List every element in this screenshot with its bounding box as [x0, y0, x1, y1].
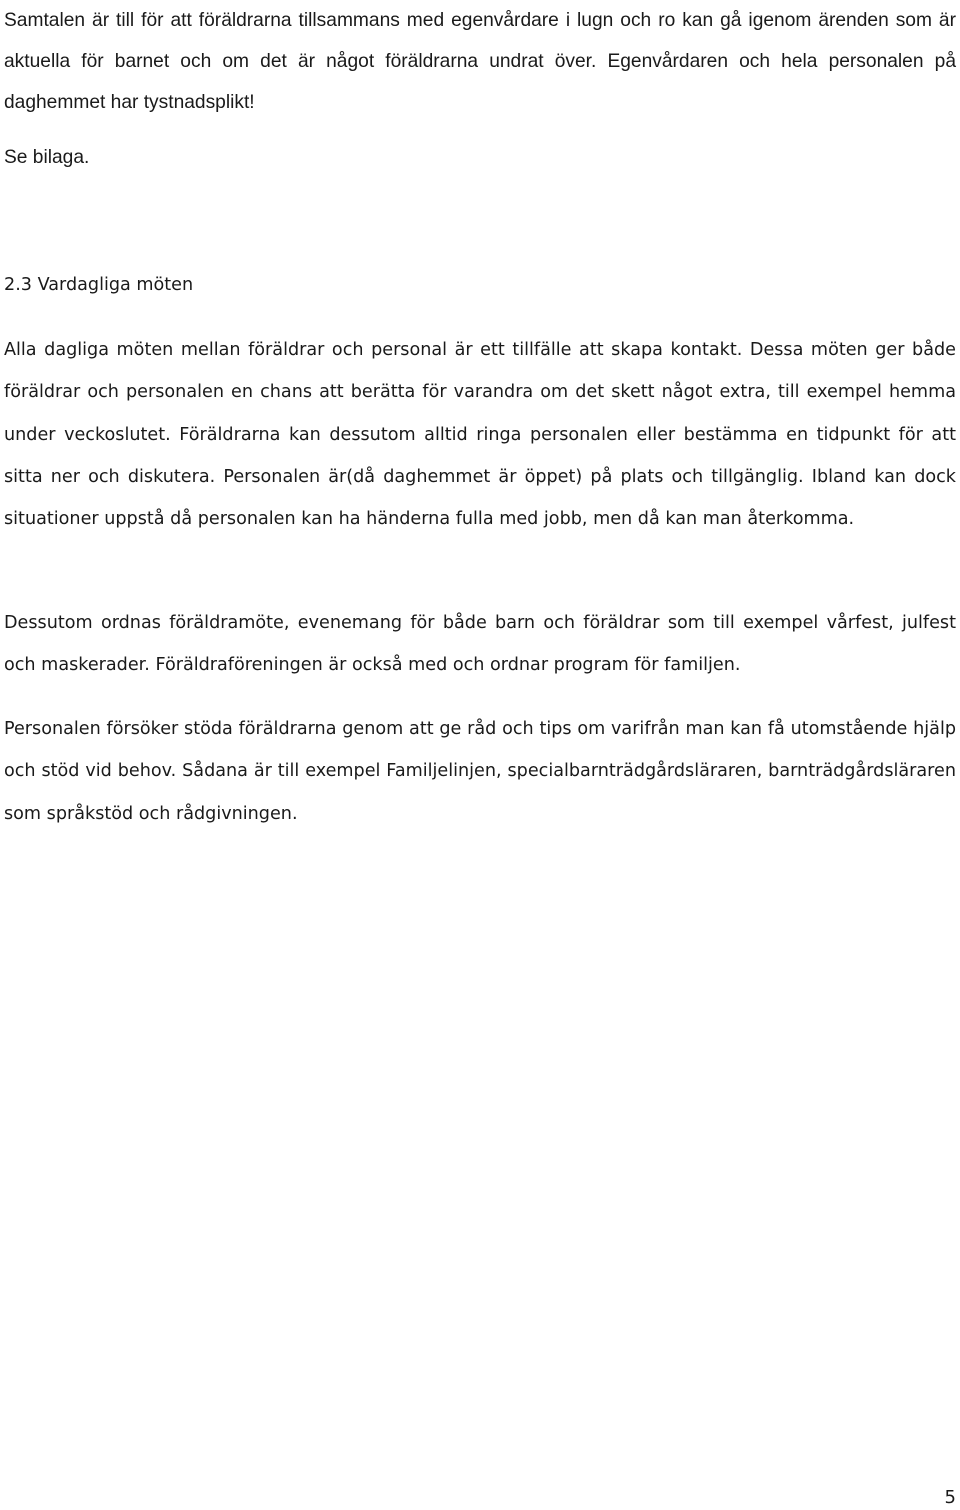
- intro-paragraph: Samtalen är till för att föräldrarna tillsammans med egenvårdare i lugn och ro kan gå igenom ärenden som är aktuella för barnet och om det är något föräldrarna undrat över. Egenvårdaren och hela personalen på daghemmet har tystnadsplikt!: [4, 10, 956, 113]
- section-heading: 2.3 Vardagliga möten: [4, 275, 194, 295]
- see-attachment-note: Se bilaga.: [4, 147, 90, 168]
- body-paragraph-daily-meetings: Alla dagliga möten mellan föräldrar och personal är ett tillfälle att skapa kontakt. Dessa möten ger både föräldrar och personalen en chans att berätta för varandra om det skett något extra, till exempel hemma under veckoslutet. Föräldrarna kan dessutom alltid ringa personalen eller bestämma en tidpunkt för att sitta ner och diskutera. Personalen är(då daghemmet är öppet) på plats och tillgänglig. Ibland kan dock situationer uppstå då personalen kan ha händerna fulla med jobb, men då kan man återkomma.: [4, 340, 956, 530]
- body-paragraph-support: Personalen försöker stöda föräldrarna genom att ge råd och tips om varifrån man kan få utomstående hjälp och stöd vid behov. Sådana är till exempel Familjelinjen, specialbarnträdgårdsläraren, barnträdgårdsläraren som språkstöd och rådgivningen.: [4, 719, 956, 824]
- body-paragraph-events: Dessutom ordnas föräldramöte, evenemang för både barn och föräldrar som till exempel vårfest, julfest och maskerader. Föräldraföreningen är också med och ordnar program för familjen.: [4, 613, 956, 676]
- page-number: 5: [944, 1487, 956, 1508]
